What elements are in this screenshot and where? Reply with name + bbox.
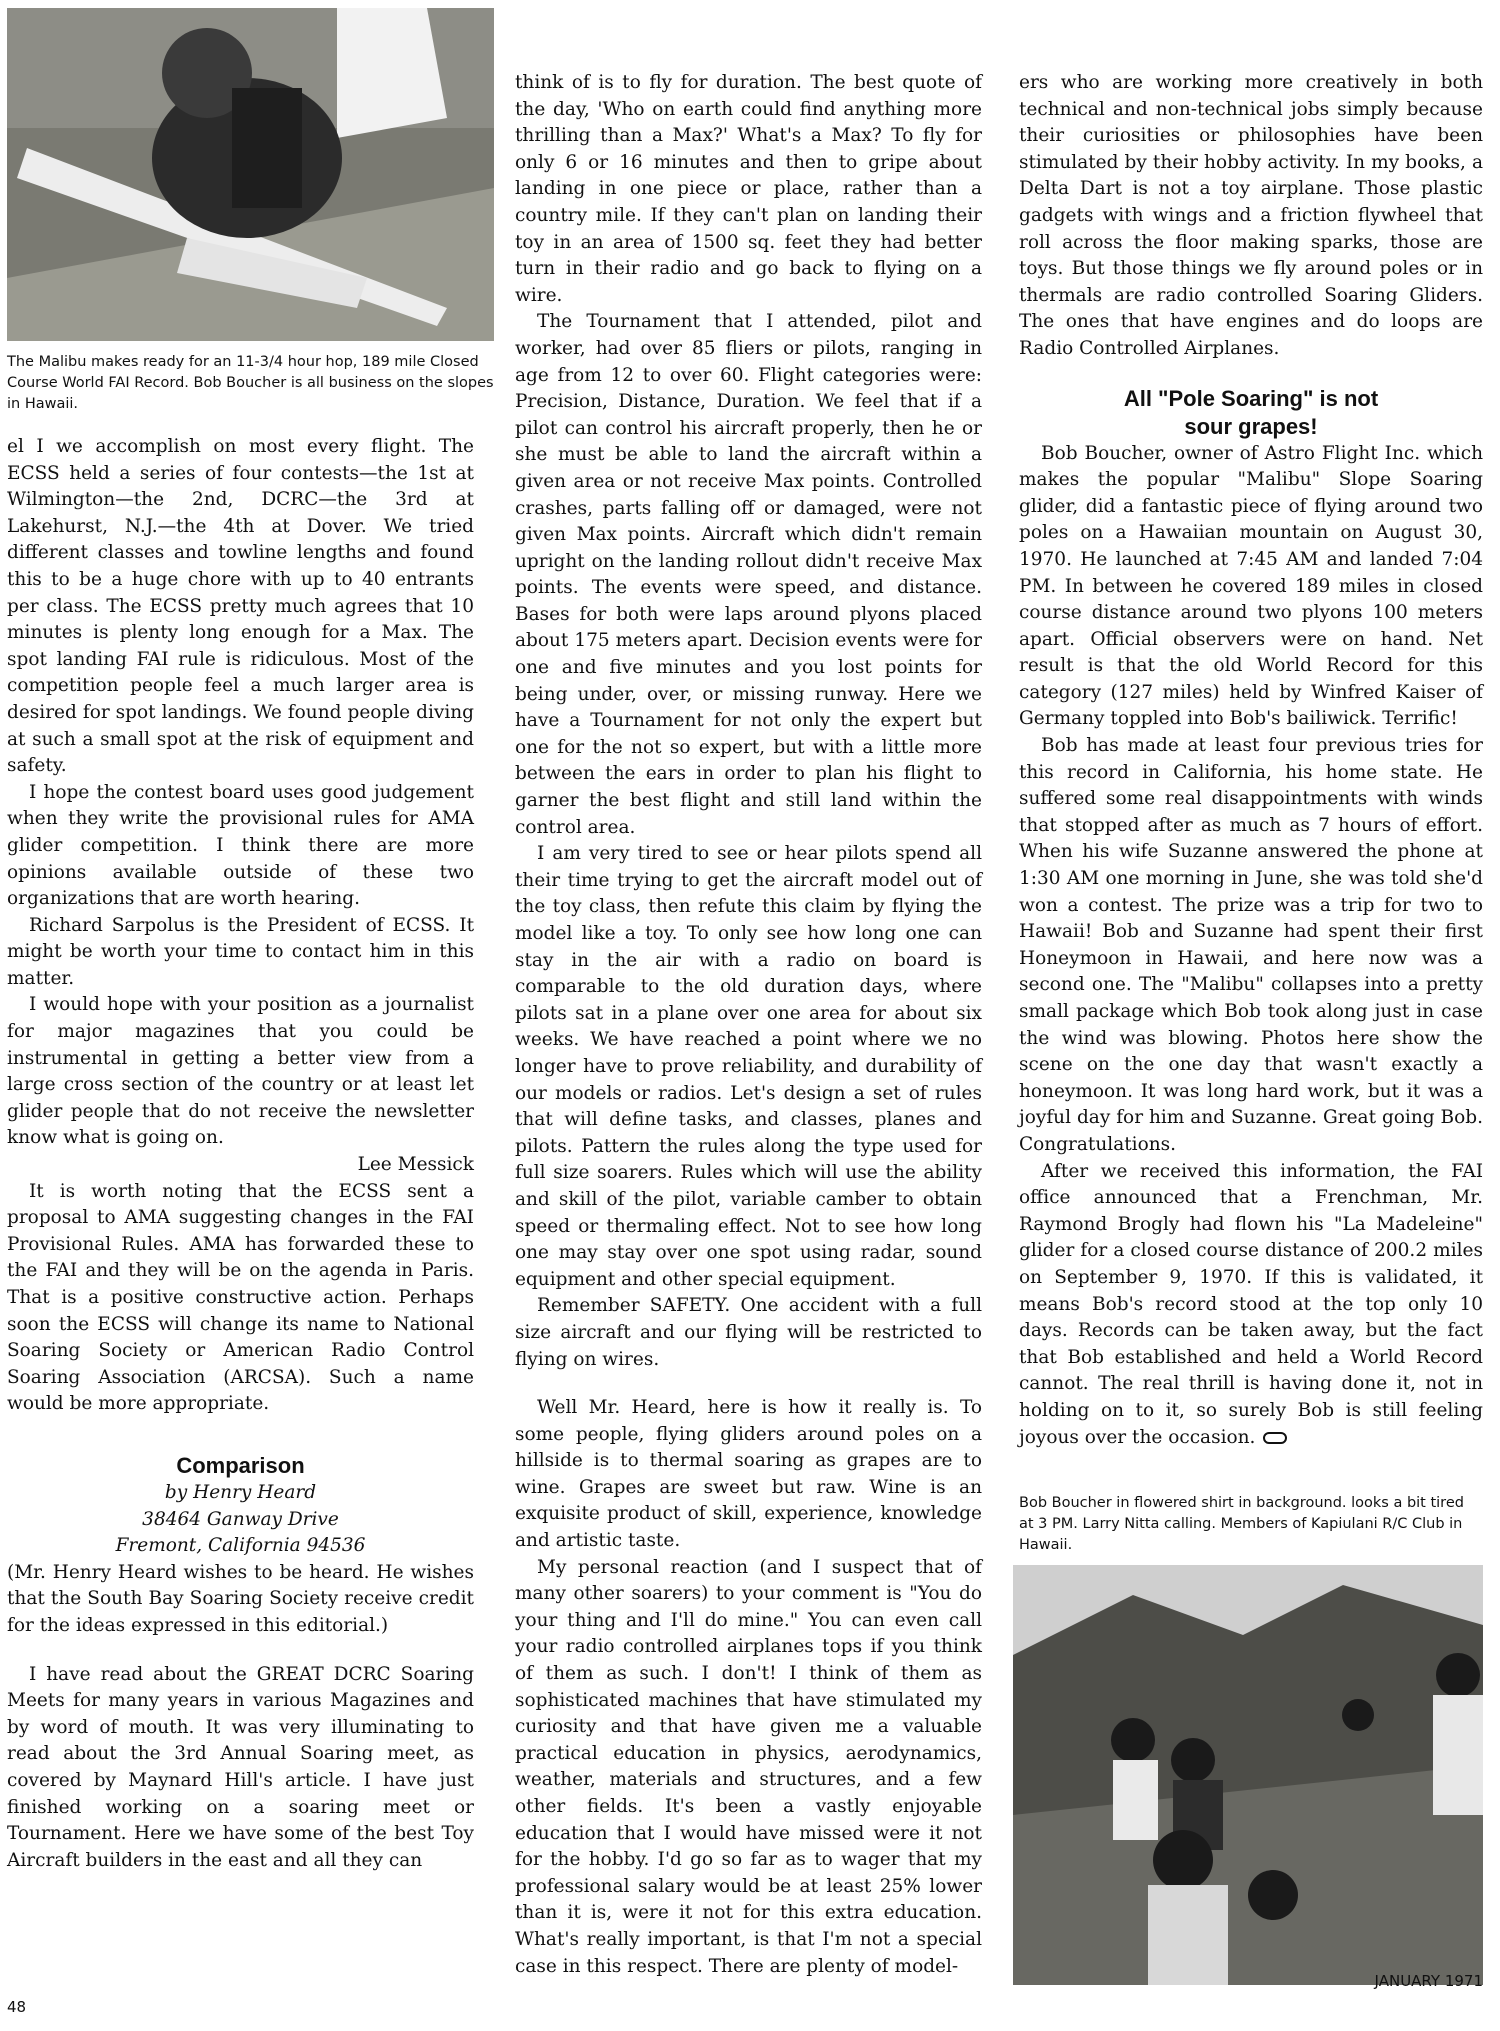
byline-city: Fremont, California 94536 <box>115 1535 366 1557</box>
col2-paragraph: Remember SAFETY. One accident with a full size aircraft and our flying will be restricted to flying on wires. <box>515 1295 982 1370</box>
club-photo-bottom <box>1013 1565 1483 1985</box>
comparison-heading: Comparison <box>176 1452 305 1478</box>
club-photo-bottom-graphic <box>1013 1565 1483 1985</box>
col3-paragraph: Bob has made at least four previous tries for this record in California, his home state. He suffered some real disappointments with winds that stopped after as much as 7 hours of effort. When his wife Suzanne answered the phone at 1:30 AM one morning in June, she was told she'd won a contest. The prize was a trip for two to Hawaii! Bob and Suzanne had spent their first Honeymoon in Hawaii, and here now was a second one. The "Malibu" collapses into a pretty small package which Bob took along just in case the wind was blowing. Photos here show the scene on the one day that wasn't exactly a honeymoon. It was long hard work, but it was a joyful day for him and Suzanne. Great going Bob. Congratulations. <box>1019 735 1483 1155</box>
pole-soaring-heading-line1: All "Pole Soaring" is not <box>1123 385 1379 411</box>
col2-paragraph: The Tournament that I attended, pilot and worker, had over 85 fliers or pilots, ranging in age from 12 to over 60. Flight categories were: Precision, Distance, Duration. We feel that if a pilot can control his aircraft properly, then he or she must be able to land the aircraft within a given area or not receive Max points. Controlled crashes, parts falling off or damaged, were not given Max points. Aircraft which didn't remain upright on the landing rollout didn't receive Max points. The events were speed, and distance. Bases for both were laps around plyons placed about 175 meters apart. Decision events were for one and five minutes and you lost points for being under, over, or missing runway. Here we have a Tournament for not only the expert but one for the not so expert, but with a little more between the ears in order to plan his flight to garner the best flight and still land within the control area. <box>515 311 982 838</box>
col3-paragraph <box>1019 1159 1483 1452</box>
bottom-photo-caption: Bob Boucher in flowered shirt in background. looks a bit tired at 3 PM. Larry Nitta calling. Members of Kapiulani R/C Club in Hawaii. <box>1019 1495 1464 1553</box>
col3-final-text: After we received this information, the FAI office announced that a Frenchman, Mr. Raymond Brogly had flown his "La Madeleine" glider for a closed course distance of 200.2 miles on September 9, 1970. If this is validated, it means Bob's record stood at the top only 10 days. Records can be taken away, but the fact that Bob established and held a World Record cannot. The real thrill is having done it, not in holding on to it, so surely Bob is still feeling joyous over the occasion. <box>1019 1160 1483 1448</box>
column-2 <box>515 70 982 1980</box>
col2-paragraph: My personal reaction (and I suspect that of many other soarers) to your comment is "You do your thing and I'll do mine." You can even call your radio controlled airplanes tops if you think of them as such. I don't! I think of them as sophisticated machines that have stimulated my curiosity and that have given me a valuable practical education in physics, aerodynamics, weather, materials and structures, and a few other fields. It's been a vastly enjoyable education that I would have missed were it not for the hobby. I'd go so far as to wager that my professional salary would be at least 25% lower than it is, were it not for this extra education. What's really important, is that I'm not a special case in this respect. There are plenty of model- <box>515 1556 982 1977</box>
spacer <box>7 1640 474 1662</box>
col2-paragraph: I am very tired to see or hear pilots spend all their time trying to get the aircraft model out of the toy class, then refute this claim by flying the model like a toy. To only see how long one can stay in the air with a radio on board is comparable to the old duration days, where pilots sat in a plane over one area for about six weeks. We have reached a point where we no longer have to prove reliability, and durability of our models or radios. Let's design a set of rules that will define tasks, and classes, planes and pilots. Pattern the rules along the type used for full size soarers. Rules which will use the ability and skill of the pilot, variable camber to obtain speed or thermaling effect. Not to see how long one may stay over one spot using radar, sound equipment and other special equipment. <box>515 843 982 1290</box>
pole-soaring-heading-line2: sour grapes! <box>1184 413 1318 439</box>
glider-photo-top <box>7 8 494 341</box>
issue-date: JANUARY 1971 <box>1374 1972 1483 1990</box>
col1-paragraph: I would hope with your position as a journalist for major magazines that you could be instrumental in getting a better view from a large cross section of the country or at least let glider people that do not receive the newsletter know what is going on. <box>7 994 474 1149</box>
column-1 <box>7 434 474 1874</box>
comparison-intro-note: (Mr. Henry Heard wishes to be heard. He wishes that the South Bay Soaring Society receive credit for the ideas expressed in this editorial.) <box>7 1561 474 1636</box>
spacer <box>1019 363 1483 385</box>
byline-author: by Henry Heard <box>164 1481 317 1503</box>
byline-street: 38464 Ganway Drive <box>142 1508 339 1530</box>
letter-signature: Lee Messick <box>357 1154 474 1176</box>
glider-photo-top-graphic <box>7 8 494 341</box>
editor-note-paragraph: It is worth noting that the ECSS sent a proposal to AMA suggesting changes in the FAI Provisional Rules. AMA has forwarded these to the FAI and they will be on the agenda in Paris. That is a positive constructive action. Perhaps soon the ECSS will change its name to National Soaring Society or American Radio Control Soaring Association (ARCSA). Such a name would be more appropriate. <box>7 1180 474 1415</box>
end-mark-icon <box>1263 1432 1287 1444</box>
col1-paragraph: I hope the contest board uses good judgement when they write the provisional rules for AMA glider competition. I think there are more opinions available outside of these two organizations that are worth hearing. <box>7 781 474 910</box>
col1-paragraph: el I we accomplish on most every flight. The ECSS held a series of four contests—the 1st at Wilmington—the 2nd, DCRC—the 3rd at Lakehurst, N.J.—the 4th at Dover. We tried different classes and towline lengths and found this to be a huge chore with up to 40 entrants per class. The ECSS pretty much agrees that 10 minutes is plenty long enough for a Max. The spot landing FAI rule is ridiculous. Most of the competition people feel a much larger area is desired for spot landings. We found people diving at such a small spot at the risk of equipment and safety. <box>7 436 474 777</box>
column-3 <box>1019 70 1483 1451</box>
col2-paragraph: think of is to fly for duration. The best quote of the day, 'Who on earth could find anything more thrilling than a Max?' What's a Max? To fly for only 6 or 16 minutes and then to gripe about landing in one piece or place, rather than a country mile. If they can't plan on landing their toy in an area of 1500 sq. feet they had better turn in their radio and go back to flying on a wire. <box>515 72 982 306</box>
comparison-paragraph: I have read about the GREAT DCRC Soaring Meets for many years in various Magazines and by word of mouth. It was very illuminating to read about the 3rd Annual Soaring meet, as covered by Maynard Hill's article. I have just finished working on a soaring meet or Tournament. Here we have some of the best Toy Aircraft builders in the east and all they can <box>7 1663 474 1871</box>
page-number: 48 <box>7 1998 27 2016</box>
top-photo-caption: The Malibu makes ready for an 11-3/4 hour hop, 189 mile Closed Course World FAI Record. Bob Boucher is all business on the slopes in Hawaii. <box>7 354 494 412</box>
col1-paragraph: Richard Sarpolus is the President of ECSS. It might be worth your time to contact him in this matter. <box>7 914 474 989</box>
col3-paragraph: ers who are working more creatively in both technical and non-technical jobs simply because their curiosities or philosophies have been stimulated by their hobby activity. In my books, a Delta Dart is not a toy airplane. Those plastic gadgets with wings and a friction flywheel that roll across the floor making sparks, those are toys. But those things we fly around poles or in thermals are radio controlled Soaring Gliders. The ones that have engines and do loops are Radio Controlled Airplanes. <box>1019 72 1483 359</box>
col3-paragraph: Bob Boucher, owner of Astro Flight Inc. which makes the popular "Malibu" Slope Soaring glider, did a fantastic piece of flying around two poles on a Hawaiian mountain on August 30, 1970. He launched at 7:45 AM and landed 7:04 PM. In between he covered 189 miles in closed course distance around two plyons 100 meters apart. Official observers were on hand. Net result is that the old World Record for this category (127 miles) held by Winfred Kaiser of Germany toppled into Bob's bailiwick. Terrific! <box>1019 442 1483 730</box>
spacer <box>7 1418 474 1452</box>
spacer <box>515 1373 982 1395</box>
col2-paragraph: Well Mr. Heard, here is how it really is. To some people, flying gliders around poles on a hillside is to thermal soaring as grapes are to wine. Grapes are sweet but raw. Wine is an exquisite product of skill, experience, knowledge and artistic taste. <box>515 1397 982 1552</box>
